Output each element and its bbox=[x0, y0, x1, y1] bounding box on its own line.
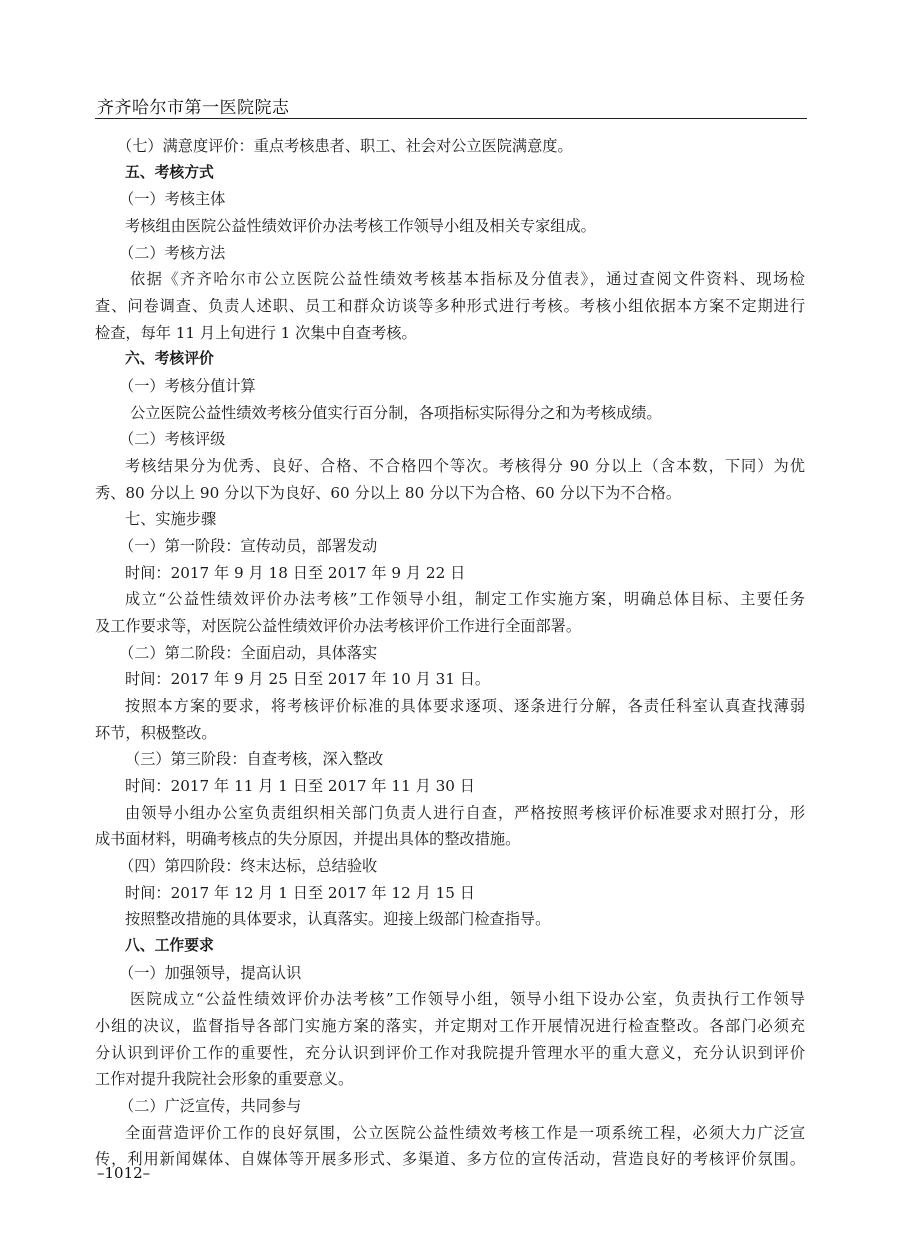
section-heading: 六、考核评价 bbox=[125, 350, 214, 367]
subsection-heading: （一）加强领导，提高认识 bbox=[119, 964, 302, 982]
subsection-heading: （四）第四阶段：终末达标，总结验收 bbox=[119, 857, 378, 875]
text-line: 秀、80 分以上 90 分以下为良好、60 分以上 80 分以下为合格、60 分以下为不合格。 bbox=[95, 484, 682, 502]
subsection-heading: （一）第一阶段：宣传动员，部署发动 bbox=[119, 537, 378, 555]
text-line: 查、问卷调查、负责人述职、员工和群众访谈等多种形式进行考核。考核小组依据本方案不定期进行 bbox=[95, 297, 805, 315]
text-line: 传，利用新闻媒体、自媒体等开展多形式、多渠道、多方位的宣传活动，营造良好的考核评价氛围。 bbox=[95, 1150, 805, 1168]
text-line: 时间：2017 年 9 月 25 日至 2017 年 10 月 31 日。 bbox=[125, 670, 491, 688]
text-line: 按照本方案的要求，将考核评价标准的具体要求逐项、逐条进行分解，各责任科室认真查找薄弱 bbox=[125, 697, 805, 715]
section-heading: 五、考核方式 bbox=[125, 164, 214, 181]
subsection-heading: （二）第二阶段：全面启动，具体落实 bbox=[119, 644, 378, 662]
text-line: 时间：2017 年 9 月 18 日至 2017 年 9 月 22 日 bbox=[125, 564, 466, 582]
text-line: 检查，每年 11 月上旬进行 1 次集中自查考核。 bbox=[95, 324, 417, 342]
text-line: 环节，积极整改。 bbox=[95, 724, 217, 742]
text-line: 考核结果分为优秀、良好、合格、不合格四个等次。考核得分 90 分以上（含本数，下同）为优 bbox=[125, 457, 805, 475]
subsection-heading: （一）考核主体 bbox=[119, 190, 226, 208]
text-line: 分认识到评价工作的重要性，充分认识到评价工作对我院提升管理水平的重大意义，充分认识到评价 bbox=[95, 1044, 805, 1062]
section-heading: 七、实施步骤 bbox=[125, 510, 217, 528]
section-heading: 八、工作要求 bbox=[125, 937, 214, 954]
text-line: 医院成立“公益性绩效评价办法考核”工作领导小组，领导小组下设办公室，负责执行工作领导 bbox=[130, 990, 805, 1008]
text-line: 按照整改措施的具体要求，认真落实。迎接上级部门检查指导。 bbox=[125, 910, 551, 928]
page-number: –1012– bbox=[97, 1164, 151, 1182]
text-line: 小组的决议，监督指导各部门实施方案的落实，并定期对工作开展情况进行检查整改。各部门必须充 bbox=[95, 1017, 805, 1035]
text-line: 依据《齐齐哈尔市公立医院公益性绩效考核基本指标及分值表》，通过查阅文件资料、现场检 bbox=[130, 270, 805, 288]
text-line: （七）满意度评价：重点考核患者、职工、社会对公立医院满意度。 bbox=[117, 137, 573, 155]
text-line: 由领导小组办公室负责组织相关部门负责人进行自查，严格按照考核评价标准要求对照打分，形 bbox=[125, 804, 805, 822]
text-line: 成立“公益性绩效评价办法考核”工作领导小组，制定工作实施方案，明确总体目标、主要任务 bbox=[125, 590, 805, 608]
text-line: 时间：2017 年 12 月 1 日至 2017 年 12 月 15 日 bbox=[125, 884, 475, 902]
text-line: 及工作要求等，对医院公益性绩效评价办法考核评价工作进行全面部署。 bbox=[95, 617, 581, 635]
subsection-heading: （一）考核分值计算 bbox=[119, 377, 256, 395]
text-line: 全面营造评价工作的良好氛围，公立医院公益性绩效考核工作是一项系统工程，必须大力广泛宣 bbox=[125, 1124, 805, 1142]
running-header-title: 齐齐哈尔市第一医院院志 bbox=[97, 98, 290, 118]
text-line: 考核组由医院公益性绩效评价办法考核工作领导小组及相关专家组成。 bbox=[125, 217, 596, 235]
header-divider bbox=[95, 118, 807, 119]
subsection-heading: （二）考核评级 bbox=[119, 430, 226, 448]
text-line: 成书面材料，明确考核点的失分原因，并提出具体的整改措施。 bbox=[95, 830, 521, 848]
subsection-heading: （二）广泛宣传，共同参与 bbox=[119, 1097, 302, 1115]
text-line: 时间：2017 年 11 月 1 日至 2017 年 11 月 30 日 bbox=[125, 777, 475, 795]
subsection-heading: （三）第三阶段：自查考核，深入整改 bbox=[125, 750, 384, 768]
subsection-heading: （二）考核方法 bbox=[119, 244, 226, 262]
text-line: 公立医院公益性绩效考核分值实行百分制，各项指标实际得分之和为考核成绩。 bbox=[130, 404, 662, 422]
text-line: 工作对提升我院社会形象的重要意义。 bbox=[95, 1070, 354, 1088]
